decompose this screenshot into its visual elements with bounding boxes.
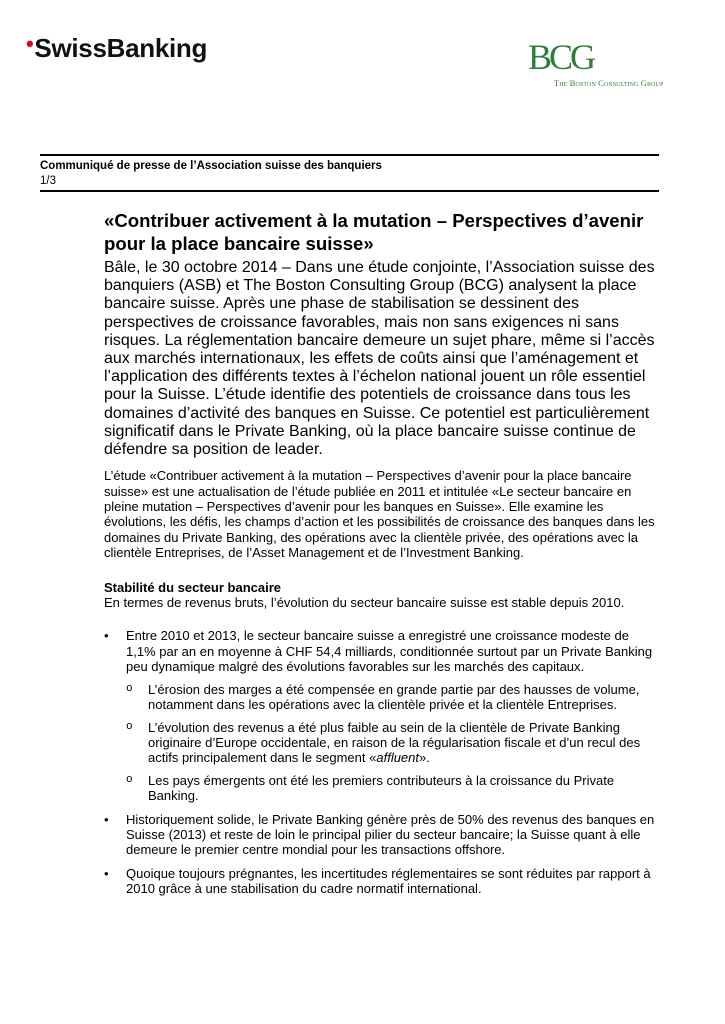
sub-list-item xyxy=(126,773,656,804)
article-intro: L’étude «Contribuer activement à la mutation – Perspectives d’avenir pour la place bancaire suisse» est une actualisation de l’étude publiée en 2011 et intitulée «Le secteur bancaire en pleine mutation – Perspectives d’avenir pour les banques en Suisse». Elle examine les évolutions, les défis, les champs d’action et les possibilités de croissance des banques dans les domaines du Private Banking, des opérations avec la clientèle privée, des opérations avec la clientèle Entreprises, de l’Asset Management et de l’Investment Banking. xyxy=(104,468,655,561)
list-item-text: Entre 2010 et 2013, le secteur bancaire suisse a enregistré une croissance modeste de 1,1% par an en moyenne à CHF 54,4 milliards, conditionnée surtout par un Private Banking peu dynamique malgré des évolutions favorables sur les marchés des capitaux. xyxy=(126,628,653,675)
bullet-marker: • xyxy=(104,811,109,827)
sub-list-item-text-end: ». xyxy=(419,750,430,766)
swissbanking-logo-text: SwissBanking xyxy=(34,33,208,63)
sub-bullet-list xyxy=(126,682,656,804)
press-release-label: Communiqué de presse de l’Association suisse des banquiers xyxy=(40,160,382,172)
bcg-logo-mark: BCG xyxy=(528,37,594,77)
sub-list-item xyxy=(126,682,656,713)
article-body xyxy=(104,209,656,905)
header-bottom-rule xyxy=(40,190,659,192)
bcg-logo-subtitle: The Boston Consulting Group xyxy=(554,78,664,88)
affluent-term: affluent xyxy=(376,750,420,766)
sub-list-item-text-part: L’évolution des revenus a été plus faible au sein de la clientèle de Private Banking originaire d’Europe occidentale, en raison de la régularisation fiscale et d’un recul des actifs principalement dans le segment « xyxy=(148,719,641,766)
list-item xyxy=(104,812,656,858)
page-number: 1/3 xyxy=(40,175,56,187)
sub-bullet-marker: o xyxy=(126,682,133,695)
swissbanking-logo xyxy=(26,33,207,64)
bullet-marker: • xyxy=(104,628,109,644)
article-title: «Contribuer activement à la mutation – Perspectives d’avenir pour la place bancaire suisse» xyxy=(104,210,644,254)
bullet-list xyxy=(104,628,656,896)
sub-bullet-marker: o xyxy=(126,773,133,786)
list-item-text: Historiquement solide, le Private Banking génère près de 50% des revenus des banques en Suisse (2013) et reste de loin le principal pilier du secteur bancaire; la Suisse quant à elle demeure le premier centre mondial pour les transactions offshore. xyxy=(126,811,655,858)
header-top-rule xyxy=(40,154,659,156)
logo-dot-icon: • xyxy=(26,31,34,56)
sub-list-item xyxy=(126,720,656,766)
sub-list-item-text: Les pays émergents ont été les premiers contributeurs à la croissance du Private Banking. xyxy=(148,772,615,804)
sub-list-item-text: L’érosion des marges a été compensée en grande partie par des hausses de volume, notamment dans les opérations avec la clientèle privée et la clientèle Entreprises. xyxy=(148,681,640,713)
section-title: Stabilité du secteur bancaire xyxy=(104,579,282,595)
list-item xyxy=(104,866,656,897)
sub-list-item-text xyxy=(148,720,640,766)
section-text: En termes de revenus bruts, l’évolution du secteur bancaire suisse est stable depuis 2010. xyxy=(104,595,625,611)
bullet-marker: • xyxy=(104,865,109,881)
list-item xyxy=(104,628,656,803)
list-item-text: Quoique toujours prégnantes, les incertitudes réglementaires se sont réduites par rapport à 2010 grâce à une stabilisation du cadre normatif international. xyxy=(126,865,651,897)
sub-bullet-marker: o xyxy=(126,720,133,733)
article-lead: Bâle, le 30 octobre 2014 – Dans une étude conjointe, l’Association suisse des banquiers (ASB) et The Boston Consulting Group (BCG) analysent la place bancaire suisse. Après une phase de stabilisation se dessinent des perspectives de croissance favorables, mais non sans exigences ni sans risques. La réglementation bancaire demeure un sujet phare, même si l’accès aux marchés internationaux, les effets de coûts ainsi que l’aménagement et l’application des différents textes à l’échelon national jouent un rôle essentiel pour la Suisse. L’étude identifie des potentiels de croissance dans tous les domaines d’activité des banques en Suisse. Ce potentiel est particulièrement significatif dans le Private Banking, où la place bancaire suisse continue de défendre sa position de leader. xyxy=(104,259,655,459)
